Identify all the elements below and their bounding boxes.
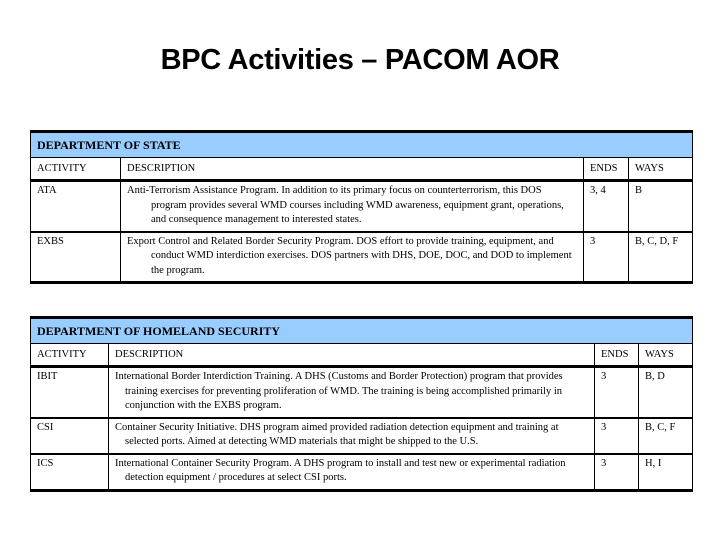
col-header-ways: WAYS xyxy=(639,343,693,367)
description-cell: Container Security Initiative. DHS program aimed provided radiation detection equipment and training at selected ports. Aimed at detecting WMD materials that might be shipped to the U.S. xyxy=(109,418,595,454)
table-row xyxy=(31,367,693,418)
ways-cell: B, C, D, F xyxy=(629,232,693,283)
col-header-description: DESCRIPTION xyxy=(121,157,584,181)
column-header-row xyxy=(31,343,693,367)
col-header-activity: ACTIVITY xyxy=(31,343,109,367)
activity-cell: ICS xyxy=(31,454,109,491)
department-name: DEPARTMENT OF STATE xyxy=(31,132,693,158)
ways-cell: B, C, F xyxy=(639,418,693,454)
ends-cell: 3 xyxy=(595,367,639,418)
department-header-row xyxy=(31,132,693,158)
dhs-table-container xyxy=(30,316,692,492)
ends-cell: 3 xyxy=(584,232,629,283)
activity-cell: ATA xyxy=(31,181,121,232)
table-row xyxy=(31,418,693,454)
ways-cell: H, I xyxy=(639,454,693,491)
ends-cell: 3, 4 xyxy=(584,181,629,232)
ways-cell: B xyxy=(629,181,693,232)
col-header-ends: ENDS xyxy=(595,343,639,367)
col-header-ways: WAYS xyxy=(629,157,693,181)
table-row xyxy=(31,454,693,491)
col-header-activity: ACTIVITY xyxy=(31,157,121,181)
description-cell: Export Control and Related Border Security Program. DOS effort to provide training, equipment, and conduct WMD interdiction exercises. DOS partners with DHS, DOE, DOC, and DOD to implement the program. xyxy=(121,232,584,283)
column-header-row xyxy=(31,157,693,181)
slide-title: BPC Activities – PACOM AOR xyxy=(160,44,560,76)
description-cell: International Container Security Program. A DHS program to install and test new or experimental radiation detection equipment / procedures at select CSI ports. xyxy=(109,454,595,491)
table-row xyxy=(31,232,693,283)
col-header-description: DESCRIPTION xyxy=(109,343,595,367)
ways-cell: B, D xyxy=(639,367,693,418)
col-header-ends: ENDS xyxy=(584,157,629,181)
activity-cell: CSI xyxy=(31,418,109,454)
department-name: DEPARTMENT OF HOMELAND SECURITY xyxy=(31,318,693,344)
dos-table xyxy=(30,130,693,284)
activity-cell: EXBS xyxy=(31,232,121,283)
dos-table-container xyxy=(30,130,692,284)
dhs-table xyxy=(30,316,693,492)
description-cell: Anti-Terrorism Assistance Program. In addition to its primary focus on counterterrorism, this DOS program provides several WMD courses including WMD awareness, equipment grant, operations, and consequence management to interested states. xyxy=(121,181,584,232)
department-header-row xyxy=(31,318,693,344)
ends-cell: 3 xyxy=(595,418,639,454)
description-cell: International Border Interdiction Training. A DHS (Customs and Border Protection) program that provides training exercises for preventing proliferation of WMD. The training is being accomplished primarily in conjunction with the EXBS program. xyxy=(109,367,595,418)
table-row xyxy=(31,181,693,232)
activity-cell: IBIT xyxy=(31,367,109,418)
ends-cell: 3 xyxy=(595,454,639,491)
